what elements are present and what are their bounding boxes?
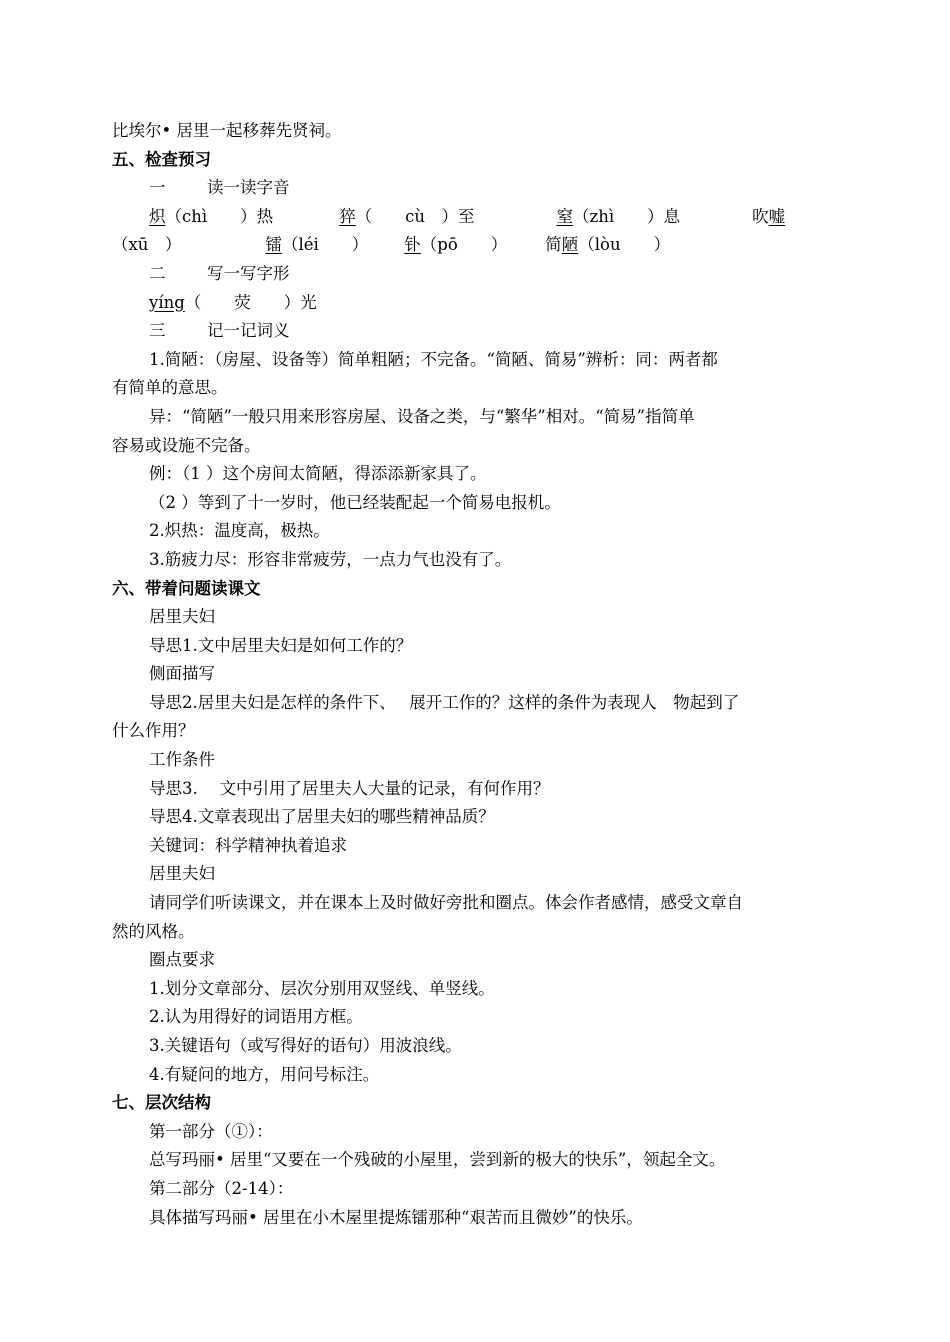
text-line: 工作条件 [149, 750, 215, 770]
plain-char: 吹 [752, 206, 769, 226]
pinyin: （chì ）热 [165, 206, 274, 226]
text-line: 比埃尔• 居里一起移葬先贤祠。 [112, 121, 342, 140]
list-item: 4.有疑问的地方，用问号标注。 [149, 1064, 380, 1084]
underlined-char: 猝 [339, 206, 356, 226]
pinyin: （lòu ） [578, 235, 671, 255]
list-item: 3.关键语句（或写得好的语句）用波浪线。 [149, 1036, 462, 1055]
definition-text: 容易或设施不完备。 [112, 435, 261, 455]
pinyin: （ cù ）至 [355, 206, 475, 226]
pinyin-underlined: yíng [149, 292, 185, 312]
text-line: 具体描写玛丽• 居里在小木屋里提炼镭那种“艰苦而且微妙”的快乐。 [149, 1207, 643, 1227]
pronunciation-row-1 [112, 203, 840, 232]
list-item: 1.划分文章部分、层次分别用双竖线、单竖线。 [149, 978, 495, 998]
text-line: 圈点要求 [149, 950, 215, 970]
guide-question: 什么作用？ [112, 721, 195, 741]
example-text: （2 ）等到了十一岁时，他已经装配起一个简易电报机。 [149, 492, 561, 512]
guide-question: 导思1.文中居里夫妇是如何工作的？ [149, 635, 413, 655]
pinyin: （pō ） [420, 235, 508, 255]
definition-text: 3.筋疲力尽：形容非常疲劳，一点力气也没有了。 [149, 549, 512, 569]
text-line: 第一部分（①）： [149, 1121, 273, 1141]
text-line: 总写玛丽• 居里“又要在一个残破的小屋里，尝到新的极大的快乐”，领起全文。 [149, 1150, 726, 1170]
pronunciation-row-2 [112, 231, 840, 260]
keywords-line: 关键词：科学精神执着追求 [149, 835, 347, 855]
pinyin: （léi ） [281, 235, 369, 255]
subsection-title: 读一读字音 [207, 178, 290, 198]
pinyin: （xū ） [112, 235, 182, 255]
subsection-number: 三 [149, 321, 166, 341]
underlined-char: 镭 [265, 235, 282, 255]
subsection-1 [112, 174, 840, 203]
character-form-row [112, 289, 840, 318]
definition-text: 2.炽热：温度高，极热。 [149, 521, 330, 541]
text-line: 第二部分（2-14）： [149, 1178, 294, 1198]
text-line: 居里夫妇 [149, 607, 215, 627]
text-line: 居里夫妇 [149, 864, 215, 884]
definition-text: 有简单的意思。 [112, 378, 228, 398]
text-line: 请同学们听读课文，并在课本上及时做好旁批和圈点。体会作者感情，感受文章自 [149, 893, 743, 913]
subsection-number: 一 [149, 178, 166, 198]
text-line: 侧面描写 [149, 664, 215, 684]
document-page [112, 117, 840, 1232]
subsection-3 [112, 317, 840, 346]
guide-question: 导思2.居里夫妇是怎样的条件下、 展开工作的？这样的条件为表现人 物起到了 [149, 692, 740, 712]
subsection-2 [112, 260, 840, 289]
underlined-char: 钋 [404, 235, 421, 255]
guide-question: 导思4.文章表现出了居里夫妇的哪些精神品质？ [149, 807, 495, 827]
example-text: 例：（1 ）这个房间太简陋，得添添新家具了。 [149, 464, 487, 484]
section-heading-5: 五、检查预习 [112, 149, 211, 169]
underlined-char: 陋 [561, 235, 579, 255]
subsection-number: 二 [149, 263, 166, 283]
text-line: 然的风格。 [112, 921, 195, 941]
guide-question: 导思3. 文中引用了居里夫人大量的记录，有何作用？ [149, 778, 550, 798]
underlined-char: 嘘 [768, 206, 786, 226]
list-item: 2.认为用得好的词语用方框。 [149, 1007, 363, 1027]
section-heading-6: 六、带着问题读课文 [112, 578, 261, 598]
pinyin: （zhì ）息 [573, 206, 681, 226]
plain-char: 简 [545, 235, 562, 255]
definition-text: 1.简陋：（房屋、设备等）简单粗陋；不完备。“简陋、简易”辨析：同：两者都 [149, 349, 718, 369]
character-answer: （ 荧 ）光 [184, 292, 317, 312]
underlined-char: 炽 [149, 206, 166, 226]
underlined-char: 窒 [556, 206, 574, 226]
definition-text: 异：“简陋”一般只用来形容房屋、设备之类，与“繁华”相对。“简易”指简单 [149, 406, 695, 426]
section-heading-7: 七、层次结构 [112, 1093, 211, 1113]
subsection-title: 写一写字形 [207, 263, 290, 283]
subsection-title: 记一记词义 [207, 321, 290, 341]
